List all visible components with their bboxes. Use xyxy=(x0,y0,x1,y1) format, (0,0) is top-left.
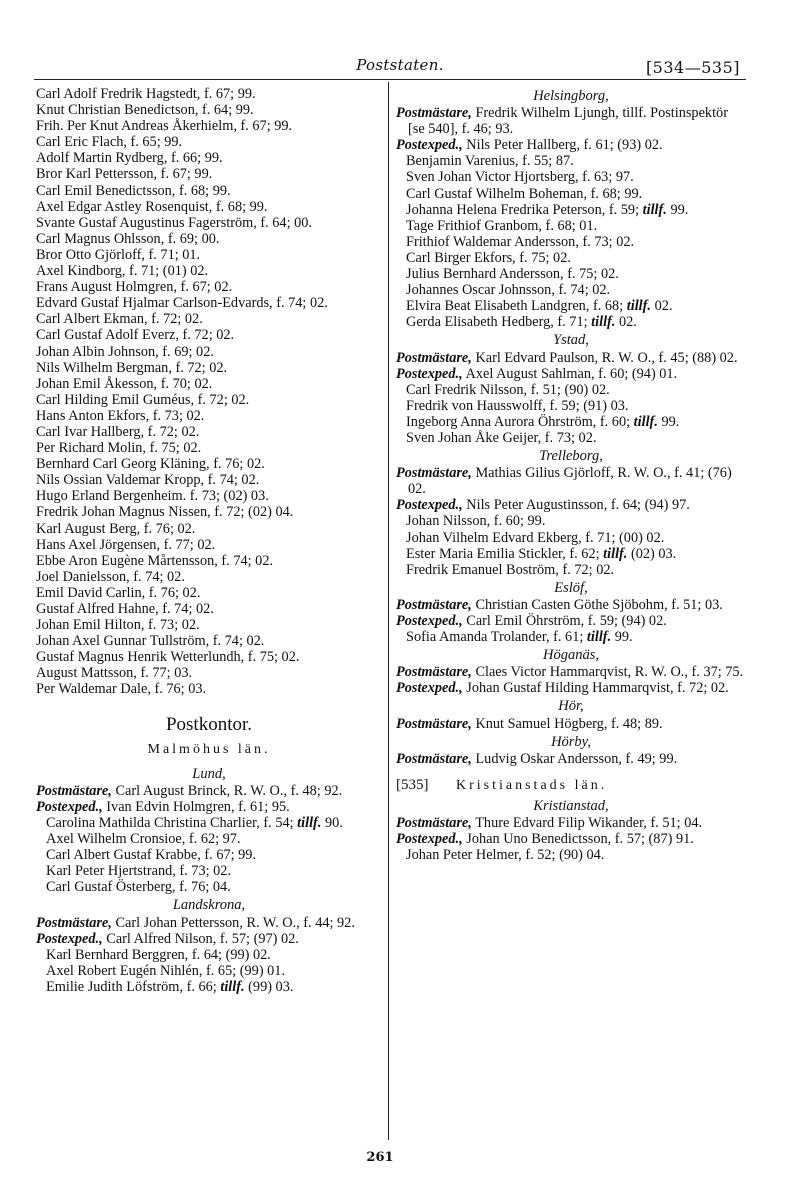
entry-line: Carl Magnus Ohlsson, f. 69; 00. xyxy=(36,230,220,247)
postexped-entry: Postexped., Ivan Edvin Holmgren, f. 61; 95. xyxy=(36,798,290,815)
staff-entry: Johan Nilsson, f. 60; 99. xyxy=(406,513,546,530)
postexped-entry: Postexped., Nils Peter Augustinsson, f. 64; (94) 97. xyxy=(396,497,690,514)
city-name: Hörby, xyxy=(551,733,591,750)
staff-entry: Johan Vilhelm Edvard Ekberg, f. 71; (00) 02. xyxy=(406,529,665,546)
postmaster-entry: Postmästare, Carl August Brinck, R. W. O., f. 48; 92. xyxy=(36,782,343,799)
postexped-entry: Postexped., Axel August Sahlman, f. 60; (94) 01. xyxy=(396,365,678,382)
staff-entry: Karl Bernhard Berggren, f. 64; (99) 02. xyxy=(46,946,271,963)
postmaster-entry: Postmästare, Knut Samuel Högberg, f. 48; 89. xyxy=(396,715,663,732)
city-name: Eslöf, xyxy=(554,579,588,596)
entry-line: Ebbe Aron Eugène Mårtensson, f. 74; 02. xyxy=(36,552,274,569)
entry-line: Johan Albin Johnson, f. 69; 02. xyxy=(36,343,214,360)
section-heading: Postkontor. xyxy=(165,713,253,735)
entry-line: Adolf Martin Rydberg, f. 66; 99. xyxy=(36,150,223,167)
entry-line: Carl Eric Flach, f. 65; 99. xyxy=(36,134,183,151)
entry-line: Nils Wilhelm Bergman, f. 72; 02. xyxy=(36,359,228,376)
entry-line: Bror Karl Pettersson, f. 67; 99. xyxy=(36,166,213,183)
postmaster-entry: Postmästare, Karl Edvard Paulson, R. W. O., f. 45; (88) 02. xyxy=(396,349,738,366)
postmaster-entry: Postmästare, Christian Casten Göthe Sjöbohm, f. 51; 03. xyxy=(396,596,723,613)
staff-entry: Johan Peter Helmer, f. 52; (90) 04. xyxy=(406,847,605,864)
staff-entry: Benjamin Varenius, f. 55; 87. xyxy=(406,153,574,170)
office-eslof xyxy=(396,580,746,645)
postmaster-entry: Postmästare, Mathias Gilius Gjörloff, R. W. O., f. 41; (76) 02. xyxy=(396,465,732,498)
staff-list xyxy=(396,513,746,577)
office-lund xyxy=(36,766,382,896)
entry-line: Karl August Berg, f. 76; 02. xyxy=(36,520,196,537)
entry-line: Axel Kindborg, f. 71; (01) 02. xyxy=(36,263,209,280)
entry-line: Johan Emil Hilton, f. 73; 02. xyxy=(36,617,200,634)
city-name: Trelleborg, xyxy=(539,448,603,465)
entry-line: Joel Danielsson, f. 74; 02. xyxy=(36,568,185,585)
entry-line: Per Richard Molin, f. 75; 02. xyxy=(36,440,202,457)
staff-entry: Carl Gustaf Wilhelm Boheman, f. 68; 99. xyxy=(406,185,643,202)
entry-line: Bror Otto Gjörloff, f. 71; 01. xyxy=(36,246,201,263)
postexped-entry: Postexped., Johan Gustaf Hilding Hammarqvist, f. 72; 02. xyxy=(396,680,729,697)
office-horby xyxy=(396,734,746,767)
entry-line: Gustaf Magnus Henrik Wetterlundh, f. 75; 02. xyxy=(36,649,300,666)
staff-entry: Carl Albert Gustaf Krabbe, f. 67; 99. xyxy=(46,847,257,864)
city-name: Helsingborg, xyxy=(533,88,609,104)
entry-line: Hans Anton Ekfors, f. 73; 02. xyxy=(36,407,205,424)
office-hoganas xyxy=(396,647,746,696)
postmaster-entry: Postmästare, Carl Johan Pettersson, R. W. O., f. 44; 92. xyxy=(36,914,355,931)
entry-line: Fredrik Johan Magnus Nissen, f. 72; (02) 04. xyxy=(36,504,294,521)
city-name: Ystad, xyxy=(553,332,589,349)
staff-list xyxy=(396,847,746,863)
entry-line: Axel Edgar Astley Rosenquist, f. 68; 99. xyxy=(36,198,268,215)
left-column xyxy=(36,86,382,995)
staff-list xyxy=(36,815,382,895)
entry-line: Per Waldemar Dale, f. 76; 03. xyxy=(36,681,207,698)
entry-line: Johan Axel Gunnar Tullström, f. 74; 02. xyxy=(36,633,265,650)
staff-entry: Carl Birger Ekfors, f. 75; 02. xyxy=(406,249,571,266)
postmaster-entry: Postmästare, Thure Edvard Filip Wikander, f. 51; 04. xyxy=(396,815,703,832)
staff-entry: Carl Fredrik Nilsson, f. 51; (90) 02. xyxy=(406,381,610,398)
entry-line: Frans August Holmgren, f. 67; 02. xyxy=(36,279,233,296)
entry-line: Gustaf Alfred Hahne, f. 74; 02. xyxy=(36,601,214,617)
city-name: Höganäs, xyxy=(543,647,599,664)
entry-line: Carl Emil Benedictsson, f. 68; 99. xyxy=(36,182,231,199)
entry-line: Hans Axel Jörgensen, f. 77; 02. xyxy=(36,536,216,553)
entry-line: Knut Christian Benedictson, f. 64; 99. xyxy=(36,102,254,119)
entry-line: Hugo Erland Bergenheim. f. 73; (02) 03. xyxy=(36,488,269,505)
postexped-entry: Postexped., Carl Alfred Nilson, f. 57; (97) 02. xyxy=(36,930,299,947)
entry-line: Emil David Carlin, f. 76; 02. xyxy=(36,584,201,601)
entry-line: Carl Ivar Hallberg, f. 72; 02. xyxy=(36,423,200,440)
right-column xyxy=(396,86,746,863)
staff-entry: Elvira Beat Elisabeth Landgren, f. 68; tillf. 02. xyxy=(406,298,673,315)
county-heading: Kristianstads län. xyxy=(456,777,608,793)
staff-entry: Johanna Helena Fredrika Peterson, f. 59; tillf. 99. xyxy=(406,201,689,218)
city-name: Landskrona, xyxy=(172,897,246,914)
postexped-entry: Postexped., Carl Emil Öhrström, f. 59; (94) 02. xyxy=(396,613,667,629)
staff-entry: Tage Frithiof Granbom, f. 68; 01. xyxy=(406,217,598,234)
staff-entry: Axel Robert Eugén Nihlén, f. 65; (99) 01. xyxy=(46,962,286,979)
staff-entry: Carl Gustaf Österberg, f. 76; 04. xyxy=(46,879,231,896)
postmaster-entry: Postmästare, Fredrik Wilhelm Ljungh, tillf. Postinspektör [se 540], f. 46; 93. xyxy=(396,105,728,138)
staff-entry: Julius Bernhard Andersson, f. 75; 02. xyxy=(406,266,619,283)
city-name: Kristianstad, xyxy=(533,797,609,814)
entry-list xyxy=(36,86,382,698)
staff-entry: Axel Wilhelm Cronsioe, f. 62; 97. xyxy=(46,831,241,848)
office-landskrona xyxy=(36,897,382,995)
county-heading: Malmöhus län. xyxy=(147,741,271,757)
postexped-entry: Postexped., Nils Peter Hallberg, f. 61; (93) 02. xyxy=(396,137,663,154)
city-name: Hör, xyxy=(558,698,584,715)
staff-entry: Ingeborg Anna Aurora Öhrström, f. 60; tillf. 99. xyxy=(406,413,680,430)
office-trelleborg xyxy=(396,448,746,578)
office-helsingborg xyxy=(396,88,746,330)
staff-entry: Karl Peter Hjertstrand, f. 73; 02. xyxy=(46,863,232,880)
staff-entry: Gerda Elisabeth Hedberg, f. 71; tillf. 02. xyxy=(406,314,637,331)
city-name: Lund, xyxy=(192,765,226,782)
entry-line: Svante Gustaf Augustinus Fagerström, f. 64; 00. xyxy=(36,214,312,231)
office-ystad xyxy=(396,332,746,446)
staff-entry: Sven Johan Åke Geijer, f. 73; 02. xyxy=(406,429,597,446)
county-heading-line xyxy=(396,777,746,794)
column-divider xyxy=(388,82,389,1140)
staff-list xyxy=(396,153,746,330)
staff-list xyxy=(396,629,746,645)
staff-entry: Carolina Mathilda Christina Charlier, f. 54; tillf. 90. xyxy=(46,814,343,831)
staff-entry: Sven Johan Victor Hjortsberg, f. 63; 97. xyxy=(406,169,634,186)
staff-list xyxy=(396,382,746,446)
staff-entry: Sofia Amanda Trolander, f. 61; tillf. 99. xyxy=(406,629,633,646)
staff-entry: Fredrik Emanuel Boström, f. 72; 02. xyxy=(406,561,615,578)
entry-line: Carl Adolf Fredrik Hagstedt, f. 67; 99. xyxy=(36,86,256,102)
entry-line: Carl Gustaf Adolf Everz, f. 72; 02. xyxy=(36,327,235,344)
postmaster-entry: Postmästare, Ludvig Oskar Andersson, f. 49; 99. xyxy=(396,750,678,767)
office-kristianstad xyxy=(396,798,746,863)
postmaster-entry: Postmästare, Claes Victor Hammarqvist, R. W. O., f. 37; 75. xyxy=(396,664,744,681)
header-rule xyxy=(34,79,746,80)
running-header-title: Poststaten. xyxy=(356,56,444,74)
staff-entry: Emilie Judith Löfström, f. 66; tillf. (99) 03. xyxy=(46,978,294,995)
entry-line: Carl Albert Ekman, f. 72; 02. xyxy=(36,311,203,328)
postexped-entry: Postexped., Johan Uno Benedictsson, f. 57; (87) 91. xyxy=(396,831,694,848)
page-number: 261 xyxy=(366,1150,394,1165)
staff-entry: Frithiof Waldemar Andersson, f. 73; 02. xyxy=(406,233,635,250)
entry-line: August Mattsson, f. 77; 03. xyxy=(36,665,193,682)
staff-list xyxy=(36,947,382,995)
running-header-pages: [534—535] xyxy=(645,58,740,77)
entry-line: Edvard Gustaf Hjalmar Carlson-Edvards, f. 74; 02. xyxy=(36,295,328,312)
staff-entry: Ester Maria Emilia Stickler, f. 62; tillf. (02) 03. xyxy=(406,545,677,562)
page-reference: [535] xyxy=(396,776,429,793)
entry-line: Bernhard Carl Georg Kläning, f. 76; 02. xyxy=(36,456,265,473)
entry-line: Johan Emil Åkesson, f. 70; 02. xyxy=(36,375,213,392)
staff-entry: Johannes Oscar Johnsson, f. 74; 02. xyxy=(406,282,611,299)
staff-entry: Fredrik von Hausswolff, f. 59; (91) 03. xyxy=(406,397,629,414)
entry-line: Frih. Per Knut Andreas Åkerhielm, f. 67; 99. xyxy=(36,118,293,135)
entry-line: Carl Hilding Emil Guméus, f. 72; 02. xyxy=(36,391,250,408)
entry-line: Nils Ossian Valdemar Kropp, f. 74; 02. xyxy=(36,472,260,489)
office-hor xyxy=(396,698,746,731)
